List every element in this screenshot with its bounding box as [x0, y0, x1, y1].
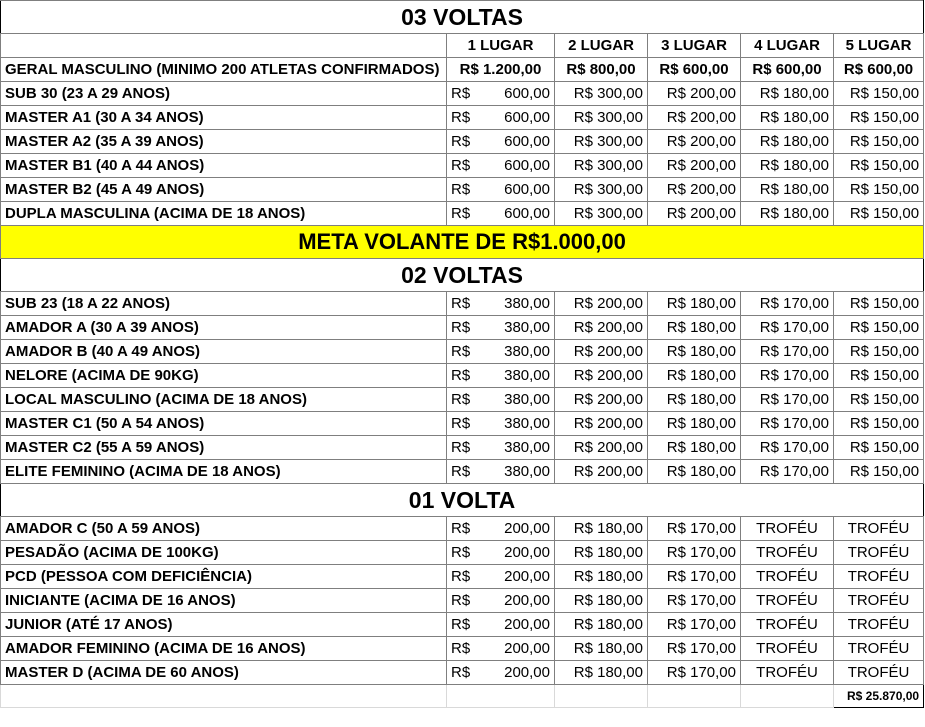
category-row [1, 364, 924, 388]
prize-2: R$ 300,00 [555, 130, 648, 154]
prize-amount: 600,00 [504, 205, 550, 222]
prize-3: R$ 180,00 [648, 460, 741, 484]
prize-4: TROFÉU [741, 517, 834, 541]
currency-symbol: R$ [451, 319, 471, 336]
prize-2: R$ 180,00 [555, 637, 648, 661]
prize-1 [447, 517, 555, 541]
category-label: JUNIOR (ATÉ 17 ANOS) [1, 613, 447, 637]
prize-3: R$ 200,00 [648, 82, 741, 106]
prize-4: R$ 180,00 [741, 154, 834, 178]
prize-table-body [1, 1, 924, 708]
prize-4: TROFÉU [741, 565, 834, 589]
prize-2: R$ 180,00 [555, 517, 648, 541]
prize-1 [447, 316, 555, 340]
prize-5: R$ 600,00 [834, 58, 924, 82]
currency-symbol: R$ [451, 391, 471, 408]
category-label: MASTER D (ACIMA DE 60 ANOS) [1, 661, 447, 685]
prize-2: R$ 180,00 [555, 661, 648, 685]
prize-1: R$ 1.200,00 [447, 58, 555, 82]
prize-1 [447, 436, 555, 460]
geral-masculino-row [1, 58, 924, 82]
prize-2: R$ 300,00 [555, 82, 648, 106]
prize-4: R$ 180,00 [741, 202, 834, 226]
prize-2: R$ 200,00 [555, 364, 648, 388]
category-row [1, 541, 924, 565]
total-blank-3 [555, 685, 648, 708]
prize-4: R$ 170,00 [741, 388, 834, 412]
prize-2: R$ 200,00 [555, 388, 648, 412]
prize-5: R$ 150,00 [834, 178, 924, 202]
prize-4: R$ 170,00 [741, 292, 834, 316]
prize-3: R$ 180,00 [648, 340, 741, 364]
section-1-title-row [1, 484, 924, 517]
currency-symbol: R$ [451, 568, 471, 585]
prize-3: R$ 200,00 [648, 178, 741, 202]
prize-5: TROFÉU [834, 637, 924, 661]
category-row [1, 106, 924, 130]
category-label: NELORE (ACIMA DE 90KG) [1, 364, 447, 388]
total-row [1, 685, 924, 708]
prize-amount: 200,00 [504, 664, 550, 681]
currency-symbol: R$ [451, 592, 471, 609]
prize-5: TROFÉU [834, 661, 924, 685]
prize-5: R$ 150,00 [834, 388, 924, 412]
prize-5: R$ 150,00 [834, 106, 924, 130]
prize-2: R$ 180,00 [555, 613, 648, 637]
category-label: AMADOR FEMININO (ACIMA DE 16 ANOS) [1, 637, 447, 661]
category-row [1, 661, 924, 685]
header-blank [1, 34, 447, 58]
prize-4: R$ 180,00 [741, 82, 834, 106]
prize-amount: 600,00 [504, 181, 550, 198]
category-label: MASTER B2 (45 A 49 ANOS) [1, 178, 447, 202]
category-row [1, 637, 924, 661]
prize-1 [447, 388, 555, 412]
prize-5: TROFÉU [834, 517, 924, 541]
prize-amount: 380,00 [504, 295, 550, 312]
category-label: DUPLA MASCULINA (ACIMA DE 18 ANOS) [1, 202, 447, 226]
section-3-title-row [1, 1, 924, 34]
currency-symbol: R$ [451, 157, 471, 174]
category-row [1, 412, 924, 436]
total-blank-4 [648, 685, 741, 708]
category-label: PCD (PESSOA COM DEFICIÊNCIA) [1, 565, 447, 589]
prize-3: R$ 170,00 [648, 637, 741, 661]
prize-4: R$ 170,00 [741, 412, 834, 436]
currency-symbol: R$ [451, 640, 471, 657]
prize-1 [447, 613, 555, 637]
prize-5: R$ 150,00 [834, 436, 924, 460]
category-row [1, 130, 924, 154]
prize-2: R$ 200,00 [555, 436, 648, 460]
prize-2: R$ 180,00 [555, 589, 648, 613]
category-label: SUB 30 (23 A 29 ANOS) [1, 82, 447, 106]
prize-1 [447, 661, 555, 685]
category-row [1, 340, 924, 364]
category-row [1, 565, 924, 589]
currency-symbol: R$ [451, 367, 471, 384]
prize-3: R$ 170,00 [648, 613, 741, 637]
prize-amount: 200,00 [504, 592, 550, 609]
prize-amount: 380,00 [504, 343, 550, 360]
currency-symbol: R$ [451, 463, 471, 480]
category-label: AMADOR B (40 A 49 ANOS) [1, 340, 447, 364]
category-row [1, 316, 924, 340]
prize-5: TROFÉU [834, 565, 924, 589]
currency-symbol: R$ [451, 616, 471, 633]
prize-5: R$ 150,00 [834, 340, 924, 364]
prize-3: R$ 200,00 [648, 154, 741, 178]
prize-amount: 380,00 [504, 319, 550, 336]
prize-3: R$ 170,00 [648, 589, 741, 613]
prize-amount: 200,00 [504, 616, 550, 633]
prize-2: R$ 200,00 [555, 292, 648, 316]
section-3-title: 03 VOLTAS [1, 1, 924, 34]
prize-3: R$ 180,00 [648, 292, 741, 316]
currency-symbol: R$ [451, 295, 471, 312]
prize-1 [447, 460, 555, 484]
category-row [1, 436, 924, 460]
prize-1 [447, 178, 555, 202]
category-row [1, 292, 924, 316]
currency-symbol: R$ [451, 181, 471, 198]
header-5-lugar: 5 LUGAR [834, 34, 924, 58]
prize-3: R$ 180,00 [648, 412, 741, 436]
header-2-lugar: 2 LUGAR [555, 34, 648, 58]
prize-3: R$ 170,00 [648, 517, 741, 541]
grand-total: R$ 25.870,00 [834, 685, 924, 708]
prize-4: R$ 180,00 [741, 178, 834, 202]
prize-amount: 600,00 [504, 157, 550, 174]
section-2-title-row [1, 259, 924, 292]
prize-5: R$ 150,00 [834, 412, 924, 436]
prize-1 [447, 637, 555, 661]
category-label: GERAL MASCULINO (MINIMO 200 ATLETAS CONFIRMADOS) [1, 58, 447, 82]
prize-4: R$ 170,00 [741, 316, 834, 340]
header-1-lugar: 1 LUGAR [447, 34, 555, 58]
category-label: MASTER B1 (40 A 44 ANOS) [1, 154, 447, 178]
prize-amount: 380,00 [504, 439, 550, 456]
category-row [1, 202, 924, 226]
prize-amount: 380,00 [504, 415, 550, 432]
currency-symbol: R$ [451, 109, 471, 126]
prize-2: R$ 800,00 [555, 58, 648, 82]
prize-2: R$ 200,00 [555, 340, 648, 364]
prize-2: R$ 300,00 [555, 202, 648, 226]
prize-1 [447, 130, 555, 154]
category-label: MASTER A1 (30 A 34 ANOS) [1, 106, 447, 130]
prize-4: R$ 170,00 [741, 436, 834, 460]
prize-5: R$ 150,00 [834, 154, 924, 178]
category-label: SUB 23 (18 A 22 ANOS) [1, 292, 447, 316]
header-4-lugar: 4 LUGAR [741, 34, 834, 58]
section-1-title: 01 VOLTA [1, 484, 924, 517]
meta-volante-banner: META VOLANTE DE R$1.000,00 [1, 226, 924, 259]
prize-4: TROFÉU [741, 541, 834, 565]
prize-2: R$ 200,00 [555, 460, 648, 484]
header-3-lugar: 3 LUGAR [648, 34, 741, 58]
category-label: PESADÃO (ACIMA DE 100KG) [1, 541, 447, 565]
total-blank-2 [447, 685, 555, 708]
category-row [1, 517, 924, 541]
prize-4: R$ 170,00 [741, 460, 834, 484]
prize-2: R$ 200,00 [555, 316, 648, 340]
prize-3: R$ 600,00 [648, 58, 741, 82]
prize-1 [447, 565, 555, 589]
category-row [1, 178, 924, 202]
prize-1 [447, 292, 555, 316]
prize-4: TROFÉU [741, 661, 834, 685]
prize-amount: 200,00 [504, 568, 550, 585]
prize-5: R$ 150,00 [834, 364, 924, 388]
prize-2: R$ 300,00 [555, 154, 648, 178]
prize-1 [447, 106, 555, 130]
prize-amount: 380,00 [504, 367, 550, 384]
currency-symbol: R$ [451, 343, 471, 360]
prize-4: R$ 170,00 [741, 340, 834, 364]
prize-4: R$ 180,00 [741, 106, 834, 130]
prize-4: TROFÉU [741, 637, 834, 661]
prize-3: R$ 170,00 [648, 661, 741, 685]
category-row [1, 589, 924, 613]
prize-1 [447, 202, 555, 226]
prize-3: R$ 200,00 [648, 202, 741, 226]
prize-4: R$ 600,00 [741, 58, 834, 82]
prize-4: R$ 180,00 [741, 130, 834, 154]
prize-1 [447, 82, 555, 106]
prize-1 [447, 340, 555, 364]
category-row [1, 613, 924, 637]
prize-4: R$ 170,00 [741, 364, 834, 388]
category-label: LOCAL MASCULINO (ACIMA DE 18 ANOS) [1, 388, 447, 412]
prize-amount: 600,00 [504, 109, 550, 126]
currency-symbol: R$ [451, 133, 471, 150]
prize-5: R$ 150,00 [834, 202, 924, 226]
category-row [1, 154, 924, 178]
prize-4: TROFÉU [741, 589, 834, 613]
prize-amount: 600,00 [504, 133, 550, 150]
prize-5: TROFÉU [834, 613, 924, 637]
prize-1 [447, 589, 555, 613]
prize-2: R$ 300,00 [555, 178, 648, 202]
prize-3: R$ 180,00 [648, 436, 741, 460]
category-label: ELITE FEMININO (ACIMA DE 18 ANOS) [1, 460, 447, 484]
prize-3: R$ 170,00 [648, 565, 741, 589]
total-blank-1 [1, 685, 447, 708]
category-row [1, 460, 924, 484]
prize-2: R$ 300,00 [555, 106, 648, 130]
prize-5: R$ 150,00 [834, 292, 924, 316]
prize-amount: 600,00 [504, 85, 550, 102]
category-label: MASTER C1 (50 A 54 ANOS) [1, 412, 447, 436]
currency-symbol: R$ [451, 664, 471, 681]
category-label: AMADOR C (50 A 59 ANOS) [1, 517, 447, 541]
prize-2: R$ 180,00 [555, 541, 648, 565]
prize-3: R$ 200,00 [648, 106, 741, 130]
category-row [1, 82, 924, 106]
category-label: AMADOR A (30 A 39 ANOS) [1, 316, 447, 340]
prize-1 [447, 412, 555, 436]
prize-1 [447, 364, 555, 388]
currency-symbol: R$ [451, 205, 471, 222]
prize-amount: 200,00 [504, 544, 550, 561]
prize-amount: 200,00 [504, 520, 550, 537]
prize-1 [447, 154, 555, 178]
total-blank-5 [741, 685, 834, 708]
header-row [1, 34, 924, 58]
prize-2: R$ 200,00 [555, 412, 648, 436]
currency-symbol: R$ [451, 544, 471, 561]
prize-5: R$ 150,00 [834, 82, 924, 106]
prize-amount: 200,00 [504, 640, 550, 657]
prize-5: R$ 150,00 [834, 316, 924, 340]
currency-symbol: R$ [451, 439, 471, 456]
section-2-title: 02 VOLTAS [1, 259, 924, 292]
category-row [1, 388, 924, 412]
meta-volante-row [1, 226, 924, 259]
category-label: MASTER C2 (55 A 59 ANOS) [1, 436, 447, 460]
prize-1 [447, 541, 555, 565]
prize-3: R$ 180,00 [648, 364, 741, 388]
prize-2: R$ 180,00 [555, 565, 648, 589]
prize-5: TROFÉU [834, 589, 924, 613]
prize-5: TROFÉU [834, 541, 924, 565]
category-label: MASTER A2 (35 A 39 ANOS) [1, 130, 447, 154]
prize-5: R$ 150,00 [834, 460, 924, 484]
prize-4: TROFÉU [741, 613, 834, 637]
prize-5: R$ 150,00 [834, 130, 924, 154]
category-label: INICIANTE (ACIMA DE 16 ANOS) [1, 589, 447, 613]
currency-symbol: R$ [451, 85, 471, 102]
prize-amount: 380,00 [504, 391, 550, 408]
prize-3: R$ 200,00 [648, 130, 741, 154]
prize-amount: 380,00 [504, 463, 550, 480]
currency-symbol: R$ [451, 520, 471, 537]
prize-3: R$ 180,00 [648, 316, 741, 340]
currency-symbol: R$ [451, 415, 471, 432]
prize-3: R$ 170,00 [648, 541, 741, 565]
prize-3: R$ 180,00 [648, 388, 741, 412]
